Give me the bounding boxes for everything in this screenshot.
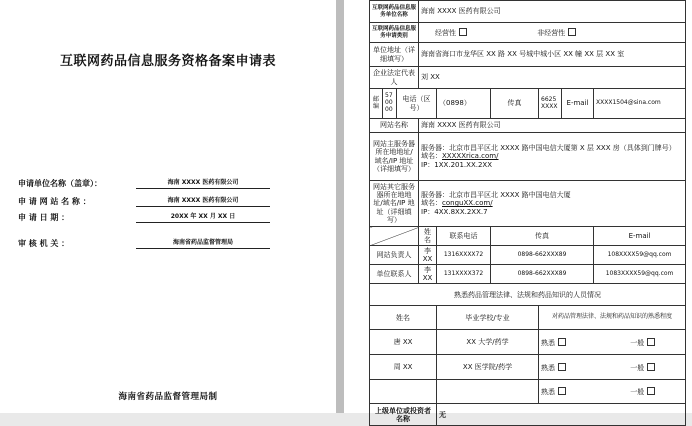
contact-email: 1083XXXX59@qq.com <box>594 265 686 284</box>
form-row-investor <box>370 404 686 426</box>
cover-field-value: 海南 XXXX 医药有限公司 <box>136 178 270 189</box>
phone-value: （0898） <box>437 89 491 119</box>
cover-field-authority <box>18 238 318 252</box>
main-server-domain-label: 域名： <box>421 152 443 161</box>
postcode-label: 邮编 <box>370 89 383 119</box>
staff-header-name: 姓名 <box>370 306 437 330</box>
contact-header-phone: 联系电话 <box>437 227 491 246</box>
general-label: 一般 <box>630 388 645 397</box>
contact-phone: 1316XXXX72 <box>437 246 491 265</box>
familiar-checkbox[interactable] <box>558 338 566 346</box>
other-server-ip: IP：4XX.8XX.2XX.7 <box>421 207 488 216</box>
cover-field-site-name <box>18 196 318 210</box>
site-name-label: 网站名称 <box>370 119 419 133</box>
general-checkbox[interactable] <box>647 387 655 395</box>
cover-field-value: 海南省药品监督管理局 <box>136 238 270 249</box>
main-server-address: 服务器：北京市昌平区北 XXXX 路中国电信大厦第 X 层 XXX 房（具体到门牌号） <box>421 144 676 153</box>
type-noncommercial-checkbox[interactable] <box>568 28 576 36</box>
email-value: XXXX1504@sina.com <box>594 89 686 119</box>
form-page <box>344 0 692 423</box>
general-checkbox[interactable] <box>647 363 655 371</box>
contact-fax: 0898-662XXX89 <box>491 246 594 265</box>
unit-name-value: 海南 XXXX 医药有限公司 <box>419 1 686 23</box>
investor-label: 上级单位或投资者名称 <box>370 404 437 426</box>
fax-label: 传真 <box>491 89 539 119</box>
staff-header-familiarity: 对药品管理法律、法规和药品知识的熟悉程度 <box>539 306 686 330</box>
legal-rep-label: 企业法定代表人 <box>370 67 419 89</box>
cover-field-value: 海南 XXXX 医药有限公司 <box>136 196 270 207</box>
other-server-domain: conguXX.com/ <box>442 199 493 208</box>
cover-page <box>0 0 336 413</box>
contact-row-site-lead <box>370 246 686 265</box>
contact-fax: 0898-662XXX89 <box>491 265 594 284</box>
familiar-label: 熟悉 <box>541 338 556 347</box>
contact-role: 网站负责人 <box>370 246 419 265</box>
form-row-main-server <box>370 133 686 181</box>
staff-name: 周 XX <box>370 355 437 380</box>
form-row-unit-name <box>370 1 686 23</box>
email-label: E-mail <box>562 89 594 119</box>
form-row-site-name <box>370 119 686 133</box>
form-row-address <box>370 43 686 67</box>
address-label: 单位地址（详细填写） <box>370 43 419 67</box>
contact-email: 108XXXX59@qq.com <box>594 246 686 265</box>
cover-footer: 海南省药品监督管理局制 <box>118 392 218 402</box>
staff-familiarity <box>539 380 686 404</box>
staff-row <box>370 380 686 404</box>
contact-row-unit-contact <box>370 265 686 284</box>
staff-section-title-row <box>370 284 686 306</box>
application-form-table <box>369 0 686 426</box>
cover-field-label: 申 请 日 期 ： <box>18 213 70 222</box>
contact-name: 李 XX <box>419 265 437 284</box>
page-gutter <box>336 0 344 413</box>
staff-name <box>370 380 437 404</box>
other-server-domain-line <box>421 199 683 207</box>
familiar-checkbox[interactable] <box>558 387 566 395</box>
main-server-domain-line <box>421 152 683 160</box>
apply-type-label: 互联网药品信息服务申请类别 <box>370 23 419 43</box>
contact-header-fax: 传真 <box>491 227 594 246</box>
main-server-label: 网站主服务器所在地地址/域名/IP 地址（详细填写） <box>370 133 419 181</box>
staff-school: XX 大学/药学 <box>437 330 539 355</box>
staff-school: XX 医学院/药学 <box>437 355 539 380</box>
staff-row <box>370 355 686 380</box>
contact-header-name: 姓名 <box>419 227 437 246</box>
legal-rep-value: 刘 XX <box>419 67 686 89</box>
cover-field-label: 申请单位名称（盖章）： <box>18 179 102 188</box>
contact-role: 单位联系人 <box>370 265 419 284</box>
postcode-value: 570000 <box>383 89 397 119</box>
staff-familiarity <box>539 355 686 380</box>
cover-title: 互联网药品信息服务资格备案申请表 <box>59 54 276 69</box>
apply-type-options <box>419 23 686 43</box>
staff-section-title: 熟悉药品管理法律、法规和药品知识的人员情况 <box>370 284 686 306</box>
familiar-label: 熟悉 <box>541 388 556 397</box>
staff-header-row <box>370 306 686 330</box>
staff-row <box>370 330 686 355</box>
phone-label: 电话（区号） <box>397 89 437 119</box>
staff-header-school: 毕业学校/专业 <box>437 306 539 330</box>
staff-familiarity <box>539 330 686 355</box>
contact-header-email: E-mail <box>594 227 686 246</box>
form-row-apply-type <box>370 23 686 43</box>
cover-field-applicant <box>18 178 318 192</box>
main-server-ip: IP：1XX.201.XX.2XX <box>421 160 493 169</box>
cover-field-value: 20XX 年 XX 月 XX 日 <box>136 212 270 223</box>
type-noncommercial-label: 非经营性 <box>537 28 566 37</box>
investor-value: 无 <box>437 404 686 426</box>
other-server-details <box>419 181 686 227</box>
main-server-details <box>419 133 686 181</box>
staff-school <box>437 380 539 404</box>
address-value: 海南省海口市龙华区 XX 路 XX 号城中城小区 XX 幢 XX 层 XX 室 <box>419 43 686 67</box>
general-label: 一般 <box>630 338 645 347</box>
unit-name-label: 互联网药品信息服务单位名称 <box>370 1 419 23</box>
general-checkbox[interactable] <box>647 338 655 346</box>
type-commercial-checkbox[interactable] <box>459 28 467 36</box>
form-row-legal-rep <box>370 67 686 89</box>
contact-header-corner <box>370 227 419 246</box>
contact-phone: 131XXXX372 <box>437 265 491 284</box>
other-server-label: 网站其它服务器所在地地址/域名/IP 地址（详细填写） <box>370 181 419 227</box>
fax-value: 6625XXXX <box>539 89 562 119</box>
other-server-domain-label: 域名： <box>421 199 443 208</box>
form-row-other-server <box>370 181 686 227</box>
main-server-domain: XXXXXrica.com/ <box>442 152 499 161</box>
cover-field-label: 申 请 网 站 名 称 ： <box>18 197 91 206</box>
familiar-checkbox[interactable] <box>558 363 566 371</box>
contact-header-row <box>370 227 686 246</box>
form-row-contact-info <box>370 89 686 119</box>
cover-field-label: 审 核 机 关 ： <box>18 239 70 248</box>
familiar-label: 熟悉 <box>541 363 556 372</box>
site-name-value: 海南 XXXX 医药有限公司 <box>419 119 686 133</box>
type-commercial-label: 经营性 <box>435 28 457 37</box>
cover-field-date <box>18 212 318 226</box>
staff-name: 唐 XX <box>370 330 437 355</box>
general-label: 一般 <box>630 363 645 372</box>
other-server-address: 服务器：北京市昌平区北 XXXX 路中国电信大厦 <box>421 191 571 200</box>
contact-name: 李 XX <box>419 246 437 265</box>
